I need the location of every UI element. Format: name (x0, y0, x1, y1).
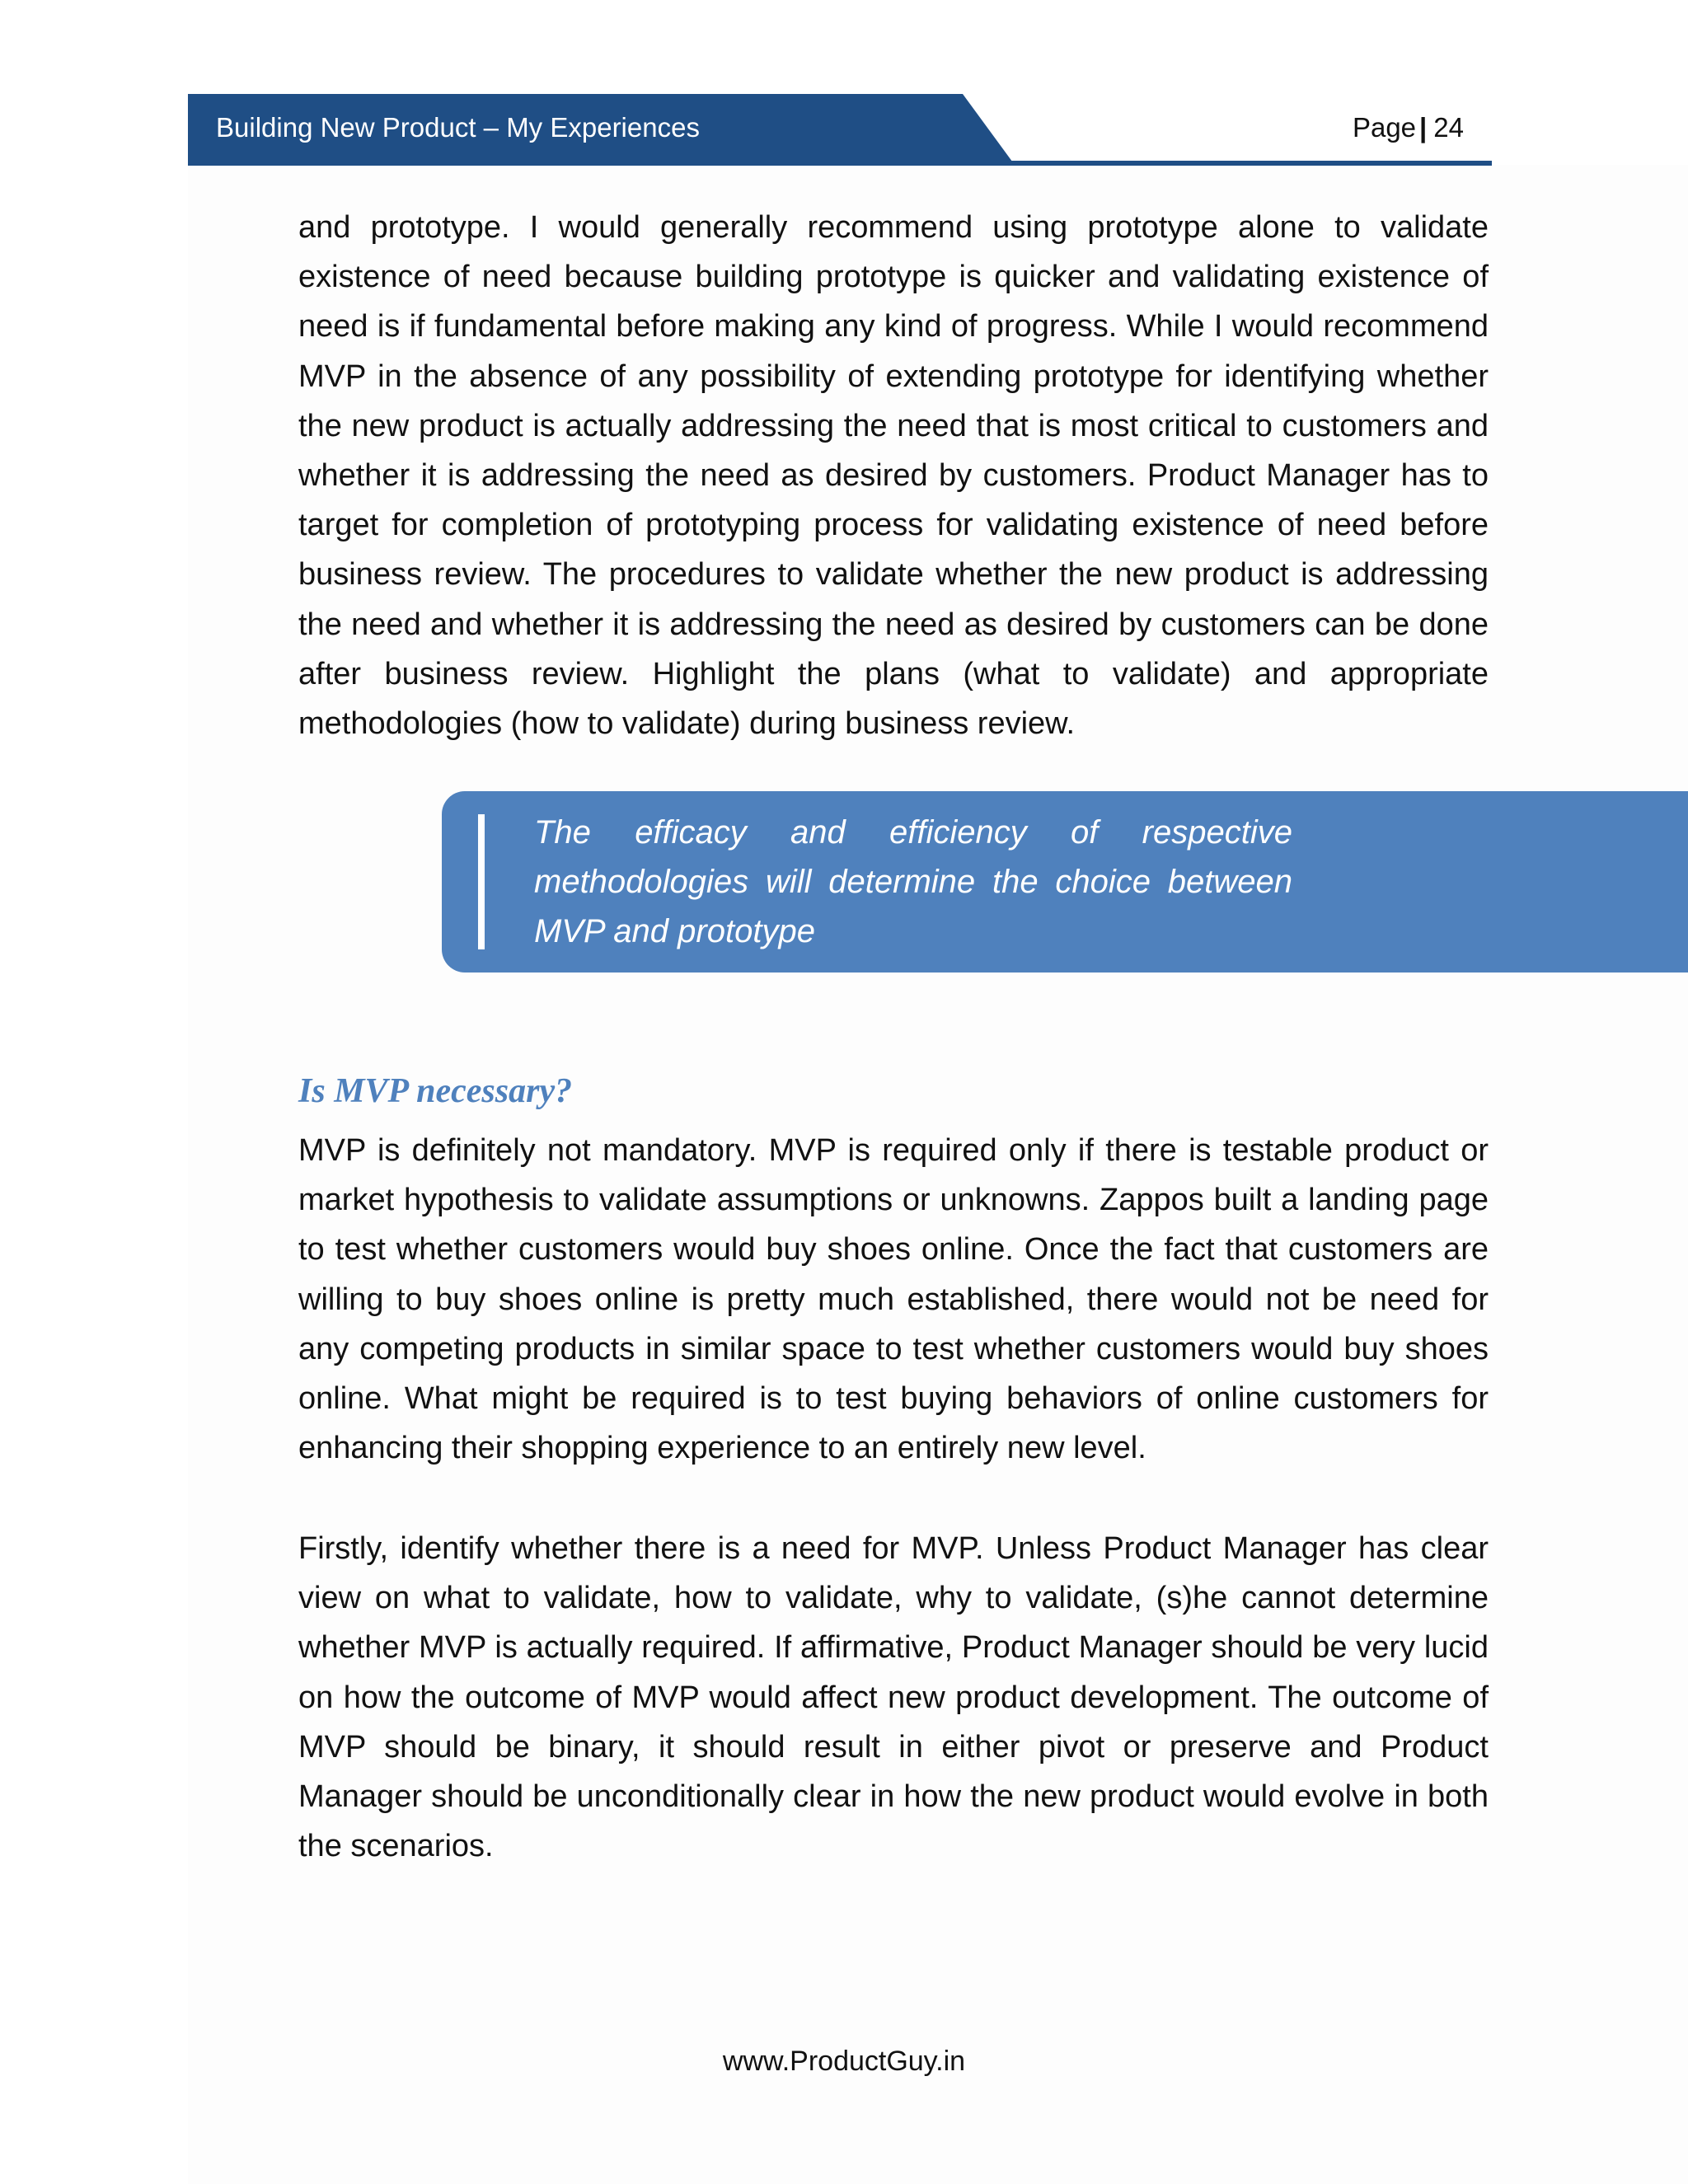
body-paragraph: and prototype. I would generally recommend using prototype alone to validate existence of need because building prototype is quicker and validating existence of need is if fundamental before making any kind of progress. While I would recommend MVP in the absence of any possibility of extending prototype for identifying whether the new product is actually addressing the need that is most critical to customers and whether it is addressing the need as desired by customers. Product Manager has to target for completion of prototyping process for validating existence of need before business review. The procedures to validate whether the new product is addressing the need and whether it is addressing the need as desired by customers can be done after business review. Highlight the plans (what to validate) and appropriate methodologies (how to validate) during business review. (298, 210, 1489, 742)
body-paragraph: Firstly, identify whether there is a need for MVP. Unless Product Manager has clear view on what to validate, how to validate, why to validate, (s)he cannot determine whether MVP is actually required. If affirmative, Product Manager should be very lucid on how the outcome of MVP would affect new product development. The outcome of MVP should be binary, it should result in either pivot or preserve and Product Manager should be unconditionally clear in how the new product would evolve in both the scenarios. (298, 1531, 1489, 1864)
page-number: 24 (1433, 112, 1464, 143)
quote-bar (478, 814, 485, 949)
body-paragraph: MVP is definitely not mandatory. MVP is required only if there is testable product or market hypothesis to validate assumptions or unknowns. Zappos built a landing page to test whether customers would buy shoes online. Once the fact that customers are willing to buy shoes online is pretty much established, there would not be need for any competing products in similar space to test whether customers would buy shoes online. What might be required is to test buying behaviors of online customers for enhancing their shopping experience to an entirely new level. (298, 1133, 1489, 1466)
header-rule (188, 161, 1492, 166)
pull-quote-text: The efficacy and efficiency of respective methodologies will determine the choice between MVP and prototype (534, 814, 1292, 949)
footer-url: www.ProductGuy.in (722, 2046, 966, 2077)
page-number-block (1353, 112, 1464, 143)
document-title: Building New Product – My Experiences (216, 112, 700, 143)
page-label: Page (1352, 112, 1417, 143)
page-separator: | (1419, 112, 1428, 143)
section-heading: Is MVP necessary? (298, 1072, 573, 1110)
pull-quote-callout (442, 791, 1688, 972)
